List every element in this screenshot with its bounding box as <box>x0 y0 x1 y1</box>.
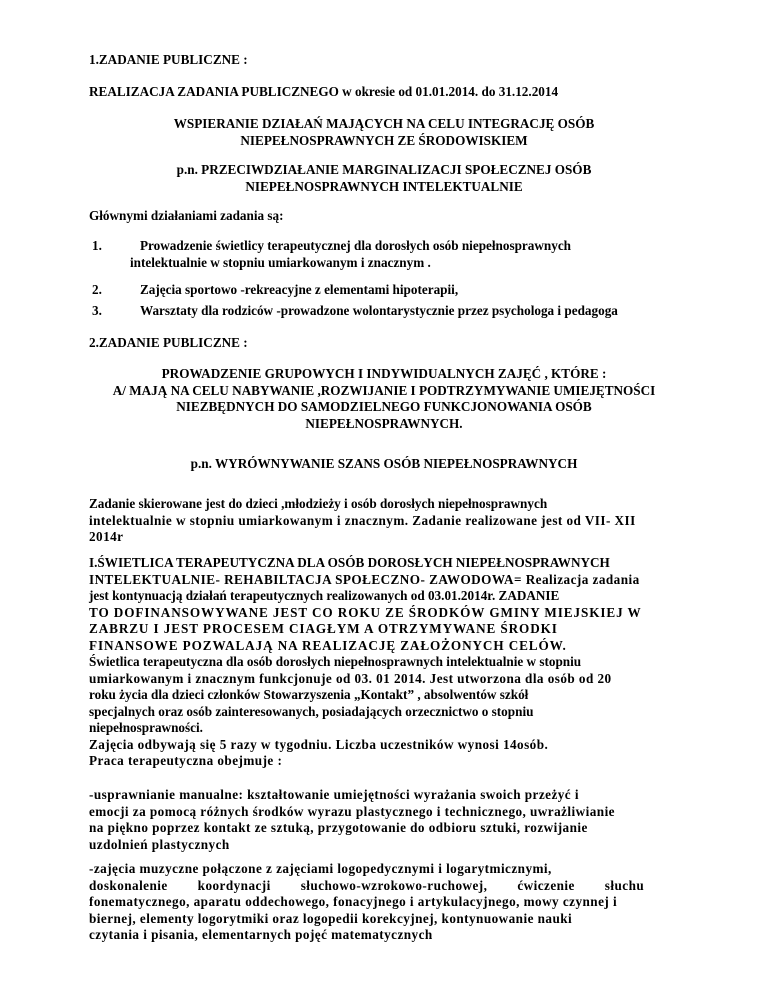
activities-intro: Głównymi działaniami zadania są: <box>89 208 284 223</box>
list-item-line: Warsztaty dla rodziców -prowadzone wolontarystycznie przez psychologa i pedagoga <box>140 303 618 318</box>
section2-title-line: A/ MAJĄ NA CELU NABYWANIE ,ROZWIJANIE I PODTRZYMYWANIE UMIEJĘTNOŚCI <box>112 382 656 398</box>
section1-pn-line: NIEPEŁNOSPRAWNYCH INTELEKTUALNIE <box>245 178 523 194</box>
target-line: Zadanie skierowane jest do dzieci ,młodzieży i osób dorosłych niepełnosprawnych <box>89 496 548 511</box>
section1-realization: REALIZACJA ZADANIA PUBLICZNEGO w okresie od 01.01.2014. do 31.12.2014 <box>89 84 559 99</box>
swietlica-line: Świetlica terapeutyczna dla osób dorosłych niepełnosprawnych intelektualnie w stopniu <box>89 654 582 669</box>
section2-pn: p.n. WYRÓWNYWANIE SZANS OSÓB NIEPEŁNOSPRAWNYCH <box>190 456 578 471</box>
swietlica-line: FINANSOWE POZWALAJĄ NA REALIZACJĘ ZAŁOŻONYCH CELÓW. <box>89 637 567 653</box>
section1-title-line: NIEPEŁNOSPRAWNYCH ZE ŚRODOWISKIEM <box>240 132 528 148</box>
section1-heading: 1.ZADANIE PUBLICZNE : <box>89 52 248 67</box>
swietlica-line: jest kontynuacją działań terapeutycznych realizowanych od 03.01.2014r. ZADANIE <box>89 588 560 603</box>
list-item-line: intelektualnie w stopniu umiarkowanym i znacznym . <box>130 254 431 270</box>
section1-title <box>89 116 679 149</box>
list-item-1 <box>130 238 690 271</box>
music-line: biernej, elementy logorytmiki oraz logopedii korekcyjnej, kontynuowanie nauki <box>89 910 573 926</box>
swietlica-line: umiarkowanym i znacznym funkcjonuje od 03. 01 2014. Jest utworzona dla osób od 20 <box>89 670 612 686</box>
music-line: fonematycznego, aparatu oddechowego, fonacyjnego i artykulacyjnego, mowy czynnej i <box>89 894 618 909</box>
target-line: intelektualnie w stopniu umiarkowanym i znacznym. Zadanie realizowane jest od VII- XII <box>89 512 636 528</box>
section2-title <box>70 366 698 432</box>
swietlica-paragraph <box>89 555 679 770</box>
list-item-3 <box>140 303 700 320</box>
manual-line: -usprawnianie manualne: kształtowanie umiejętności wyrażania swoich przeżyć i <box>89 787 579 802</box>
list-number: 2. <box>92 282 102 297</box>
section1-pn <box>89 162 679 195</box>
target-line: 2014r <box>89 529 124 544</box>
swietlica-line: specjalnych oraz osób zainteresowanych, posiadających orzecznictwo o stopniu <box>89 703 534 719</box>
list-number: 3. <box>92 303 102 318</box>
music-line: doskonalenie koordynacji słuchowo-wzrokowo-ruchowej, ćwiczenie słuchu <box>89 877 645 893</box>
manual-line: na piękno poprzez kontakt ze sztuką, przygotowanie do odbioru sztuki, rozwijanie <box>89 820 588 835</box>
swietlica-line: TO DOFINANSOWYWANE JEST CO ROKU ZE ŚRODKÓW GMINY MIEJSKIEJ W <box>89 604 642 620</box>
manual-paragraph <box>89 787 679 853</box>
section2-title-line: NIEPEŁNOSPRAWNYCH. <box>305 415 463 431</box>
music-paragraph <box>89 861 679 944</box>
section1-title-line: WSPIERANIE DZIAŁAŃ MAJĄCYCH NA CELU INTEGRACJĘ OSÓB <box>173 116 595 131</box>
section2-title-line: PROWADZENIE GRUPOWYCH I INDYWIDUALNYCH ZAJĘĆ , KTÓRE : <box>161 366 607 381</box>
manual-line: uzdolnień plastycznych <box>89 836 230 852</box>
swietlica-line: I.ŚWIETLICA TERAPEUTYCZNA DLA OSÓB DOROSŁYCH NIEPEŁNOSPRAWNYCH <box>89 555 610 570</box>
swietlica-line: Praca terapeutyczna obejmuje : <box>89 753 283 768</box>
swietlica-line: roku życia dla dzieci członków Stowarzyszenia „Kontakt” , absolwentów szkół <box>89 687 529 702</box>
list-item-line: Prowadzenie świetlicy terapeutycznej dla dorosłych osób niepełnosprawnych <box>140 238 572 253</box>
swietlica-line: niepełnosprawności. <box>89 720 203 735</box>
section2-target <box>89 496 679 546</box>
section2-title-line: NIEZBĘDNYCH DO SAMODZIELNEGO FUNKCJONOWANIA OSÓB <box>176 399 592 414</box>
music-line: czytania i pisania, elementarnych pojęć matematycznych <box>89 927 433 942</box>
swietlica-line: ZABRZU I JEST PROCESEM CIAGŁYM A OTRZYMYWANE ŚRODKI <box>89 621 558 636</box>
section1-pn-line: p.n. PRZECIWDZIAŁANIE MARGINALIZACJI SPOŁECZNEJ OSÓB <box>176 162 592 177</box>
list-number: 1. <box>92 238 102 253</box>
swietlica-line: Zajęcia odbywają się 5 razy w tygodniu. Liczba uczestników wynosi 14osób. <box>89 736 549 752</box>
manual-line: emocji za pomocą różnych środków wyrazu plastycznego i technicznego, uwrażliwianie <box>89 803 615 819</box>
list-item-line: Zajęcia sportowo -rekreacyjne z elementami hipoterapii, <box>140 282 459 297</box>
swietlica-line: INTELEKTUALNIE- REHABILTACJA SPOŁECZNO- ZAWODOWA= Realizacja zadania <box>89 571 640 587</box>
list-item-2 <box>140 282 700 299</box>
section2-heading: 2.ZADANIE PUBLICZNE : <box>89 335 248 350</box>
music-line: -zajęcia muzyczne połączone z zajęciami logopedycznymi i logarytmicznymi, <box>89 861 552 876</box>
